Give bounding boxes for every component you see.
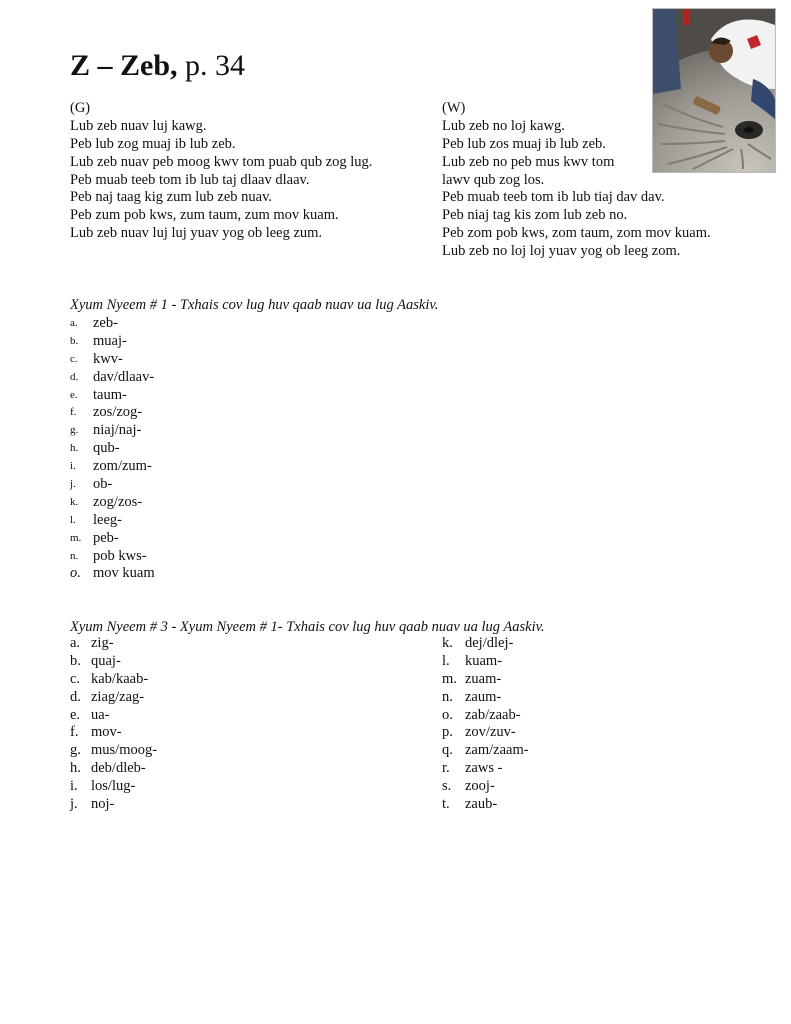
item-word: dav/dlaav- — [93, 368, 155, 385]
list-item — [70, 760, 270, 778]
exercise-1-list — [70, 315, 270, 583]
list-item — [442, 653, 642, 671]
item-letter: o. — [442, 706, 453, 723]
item-word: zuam- — [465, 670, 502, 687]
dialect-g-line: Peb naj taag kig zum lub zeb nuav. — [70, 189, 273, 206]
exercise-3-left-list — [70, 635, 270, 814]
item-letter: g. — [70, 424, 79, 437]
dialect-g-line: Lub zeb nuav luj kawg. — [70, 117, 207, 134]
item-word: zaub- — [465, 796, 498, 813]
item-word: kab/kaab- — [91, 670, 149, 687]
item-letter: b. — [70, 334, 79, 347]
item-word: zaws - — [465, 760, 503, 777]
dialect-g-column — [70, 100, 372, 243]
item-word: zom/zum- — [93, 458, 152, 475]
item-word: kwv- — [93, 350, 123, 367]
list-item — [70, 689, 270, 707]
list-item — [70, 494, 270, 512]
list-item — [70, 351, 270, 369]
item-letter: l. — [442, 652, 450, 669]
item-letter: f. — [70, 724, 79, 741]
list-item — [70, 404, 270, 422]
list-item — [442, 778, 642, 796]
dialect-w-label: (W) — [442, 100, 466, 116]
item-word: kuam- — [465, 652, 503, 669]
item-letter: b. — [70, 652, 81, 669]
item-word: leeg- — [93, 511, 122, 528]
item-letter: n. — [442, 688, 453, 705]
item-letter: g. — [70, 742, 81, 759]
item-word: qub- — [93, 440, 120, 457]
item-letter: a. — [70, 635, 81, 651]
list-item — [442, 671, 642, 689]
item-word: dej/dlej- — [465, 635, 514, 651]
dialect-w-line: Peb lub zos muaj ib lub zeb. — [442, 135, 606, 152]
list-item — [442, 796, 642, 814]
dialect-w-line: Peb muab teeb tom ib lub tiaj dav dav. — [442, 189, 665, 206]
list-item — [70, 742, 270, 760]
item-word: taum- — [93, 386, 127, 403]
list-item — [70, 530, 270, 548]
item-letter: h. — [70, 760, 81, 777]
list-item — [70, 671, 270, 689]
list-item — [70, 635, 270, 653]
list-item — [70, 724, 270, 742]
item-word: ob- — [93, 476, 113, 493]
list-item — [442, 760, 642, 778]
list-item — [70, 369, 270, 387]
item-word: zooj- — [465, 778, 495, 795]
list-item — [70, 422, 270, 440]
item-word: mov kuam — [93, 565, 155, 582]
dialect-g-line: Peb muab teeb tom ib lub taj dlaav dlaav. — [70, 171, 310, 188]
exercise-1-title: Xyum Nyeem # 1 - Txhais cov lug huv qaab nuav ua lug Aaskiv. — [70, 297, 439, 313]
list-item — [70, 387, 270, 405]
list-item — [70, 333, 270, 351]
item-word: zab/zaab- — [465, 706, 521, 723]
list-item — [442, 742, 642, 760]
item-word: zig- — [91, 635, 114, 651]
dialect-g-line: Lub zeb nuav peb moog kwv tom puab qub zog lug. — [70, 153, 373, 170]
dialect-w-line: Lub zeb no loj loj yuav yog ob leeg zom. — [442, 243, 681, 260]
item-letter: p. — [442, 724, 453, 741]
item-letter: a. — [70, 317, 78, 329]
item-letter: o. — [70, 565, 81, 582]
page-title — [70, 46, 245, 86]
item-word: niaj/naj- — [93, 422, 142, 439]
item-letter: c. — [70, 352, 78, 365]
item-letter: j. — [70, 478, 76, 491]
item-word: zos/zog- — [93, 404, 143, 421]
dialect-g-line: Peb lub zog muaj ib lub zeb. — [70, 135, 236, 152]
item-letter: i. — [70, 460, 76, 473]
list-item — [70, 707, 270, 725]
item-word: deb/dleb- — [91, 760, 146, 777]
item-letter: s. — [442, 778, 452, 795]
list-item — [70, 565, 270, 583]
list-item — [70, 512, 270, 530]
item-letter: i. — [70, 778, 78, 795]
list-item — [70, 315, 270, 333]
list-item — [70, 653, 270, 671]
item-word: ziag/zag- — [91, 688, 145, 705]
item-word: quaj- — [91, 652, 121, 669]
item-word: zam/zaam- — [465, 742, 529, 759]
list-item — [70, 548, 270, 566]
item-letter: e. — [70, 388, 78, 401]
item-word: peb- — [93, 529, 119, 546]
item-letter: h. — [70, 442, 79, 455]
item-word: los/lug- — [91, 778, 136, 795]
item-letter: d. — [70, 370, 79, 383]
item-word: zog/zos- — [93, 493, 143, 510]
list-item — [70, 440, 270, 458]
title-word: Z – Zeb, — [70, 49, 178, 82]
item-word: muaj- — [93, 332, 127, 349]
exercise-3-right-list — [442, 635, 642, 814]
item-letter: m. — [70, 531, 82, 544]
item-letter: q. — [442, 742, 453, 759]
list-item — [442, 707, 642, 725]
item-letter: t. — [442, 796, 450, 813]
item-letter: k. — [442, 635, 453, 651]
dialect-g-label: (G) — [70, 100, 91, 116]
item-letter: r. — [442, 760, 450, 777]
item-word: zeb- — [93, 315, 118, 331]
item-word: pob kws- — [93, 547, 147, 564]
list-item — [70, 778, 270, 796]
item-letter: l. — [70, 513, 76, 526]
dialect-w-line: Peb niaj tag kis zom lub zeb no. — [442, 207, 628, 224]
dialect-g-line: Peb zum pob kws, zum taum, zum mov kuam. — [70, 207, 339, 224]
dialect-w-line: Lub zeb no loj kawg. — [442, 117, 565, 134]
list-item — [442, 689, 642, 707]
item-word: ua- — [91, 706, 110, 723]
exercise-3-title: Xyum Nyeem # 3 - Xyum Nyeem # 1- Txhais cov lug huv qaab nuav ua lug Aaskiv. — [70, 619, 545, 635]
dialect-w-line: Peb zom pob kws, zom taum, zom mov kuam. — [442, 225, 711, 242]
item-word: noj- — [91, 796, 115, 813]
item-letter: c. — [70, 670, 81, 687]
item-word: mov- — [91, 724, 122, 741]
item-letter: d. — [70, 688, 81, 705]
dialect-w-line: Lub zeb no peb mus kwv tom — [442, 153, 615, 170]
item-letter: j. — [70, 796, 78, 813]
item-word: zaum- — [465, 688, 502, 705]
list-item — [442, 635, 642, 653]
dialect-w-line: lawv qub zog los. — [442, 171, 545, 188]
item-letter: k. — [70, 495, 79, 508]
title-page-number: p. 34 — [177, 49, 246, 82]
item-letter: e. — [70, 706, 81, 723]
list-item — [70, 458, 270, 476]
item-word: zov/zuv- — [465, 724, 516, 741]
item-letter: n. — [70, 549, 79, 562]
item-word: mus/moog- — [91, 742, 158, 759]
list-item — [70, 476, 270, 494]
dialect-g-line: Lub zeb nuav luj luj yuav yog ob leeg zum. — [70, 225, 323, 242]
dialect-w-column — [442, 100, 711, 261]
list-item — [70, 796, 270, 814]
item-letter: f. — [70, 406, 77, 419]
list-item — [442, 724, 642, 742]
item-letter: m. — [442, 670, 457, 687]
